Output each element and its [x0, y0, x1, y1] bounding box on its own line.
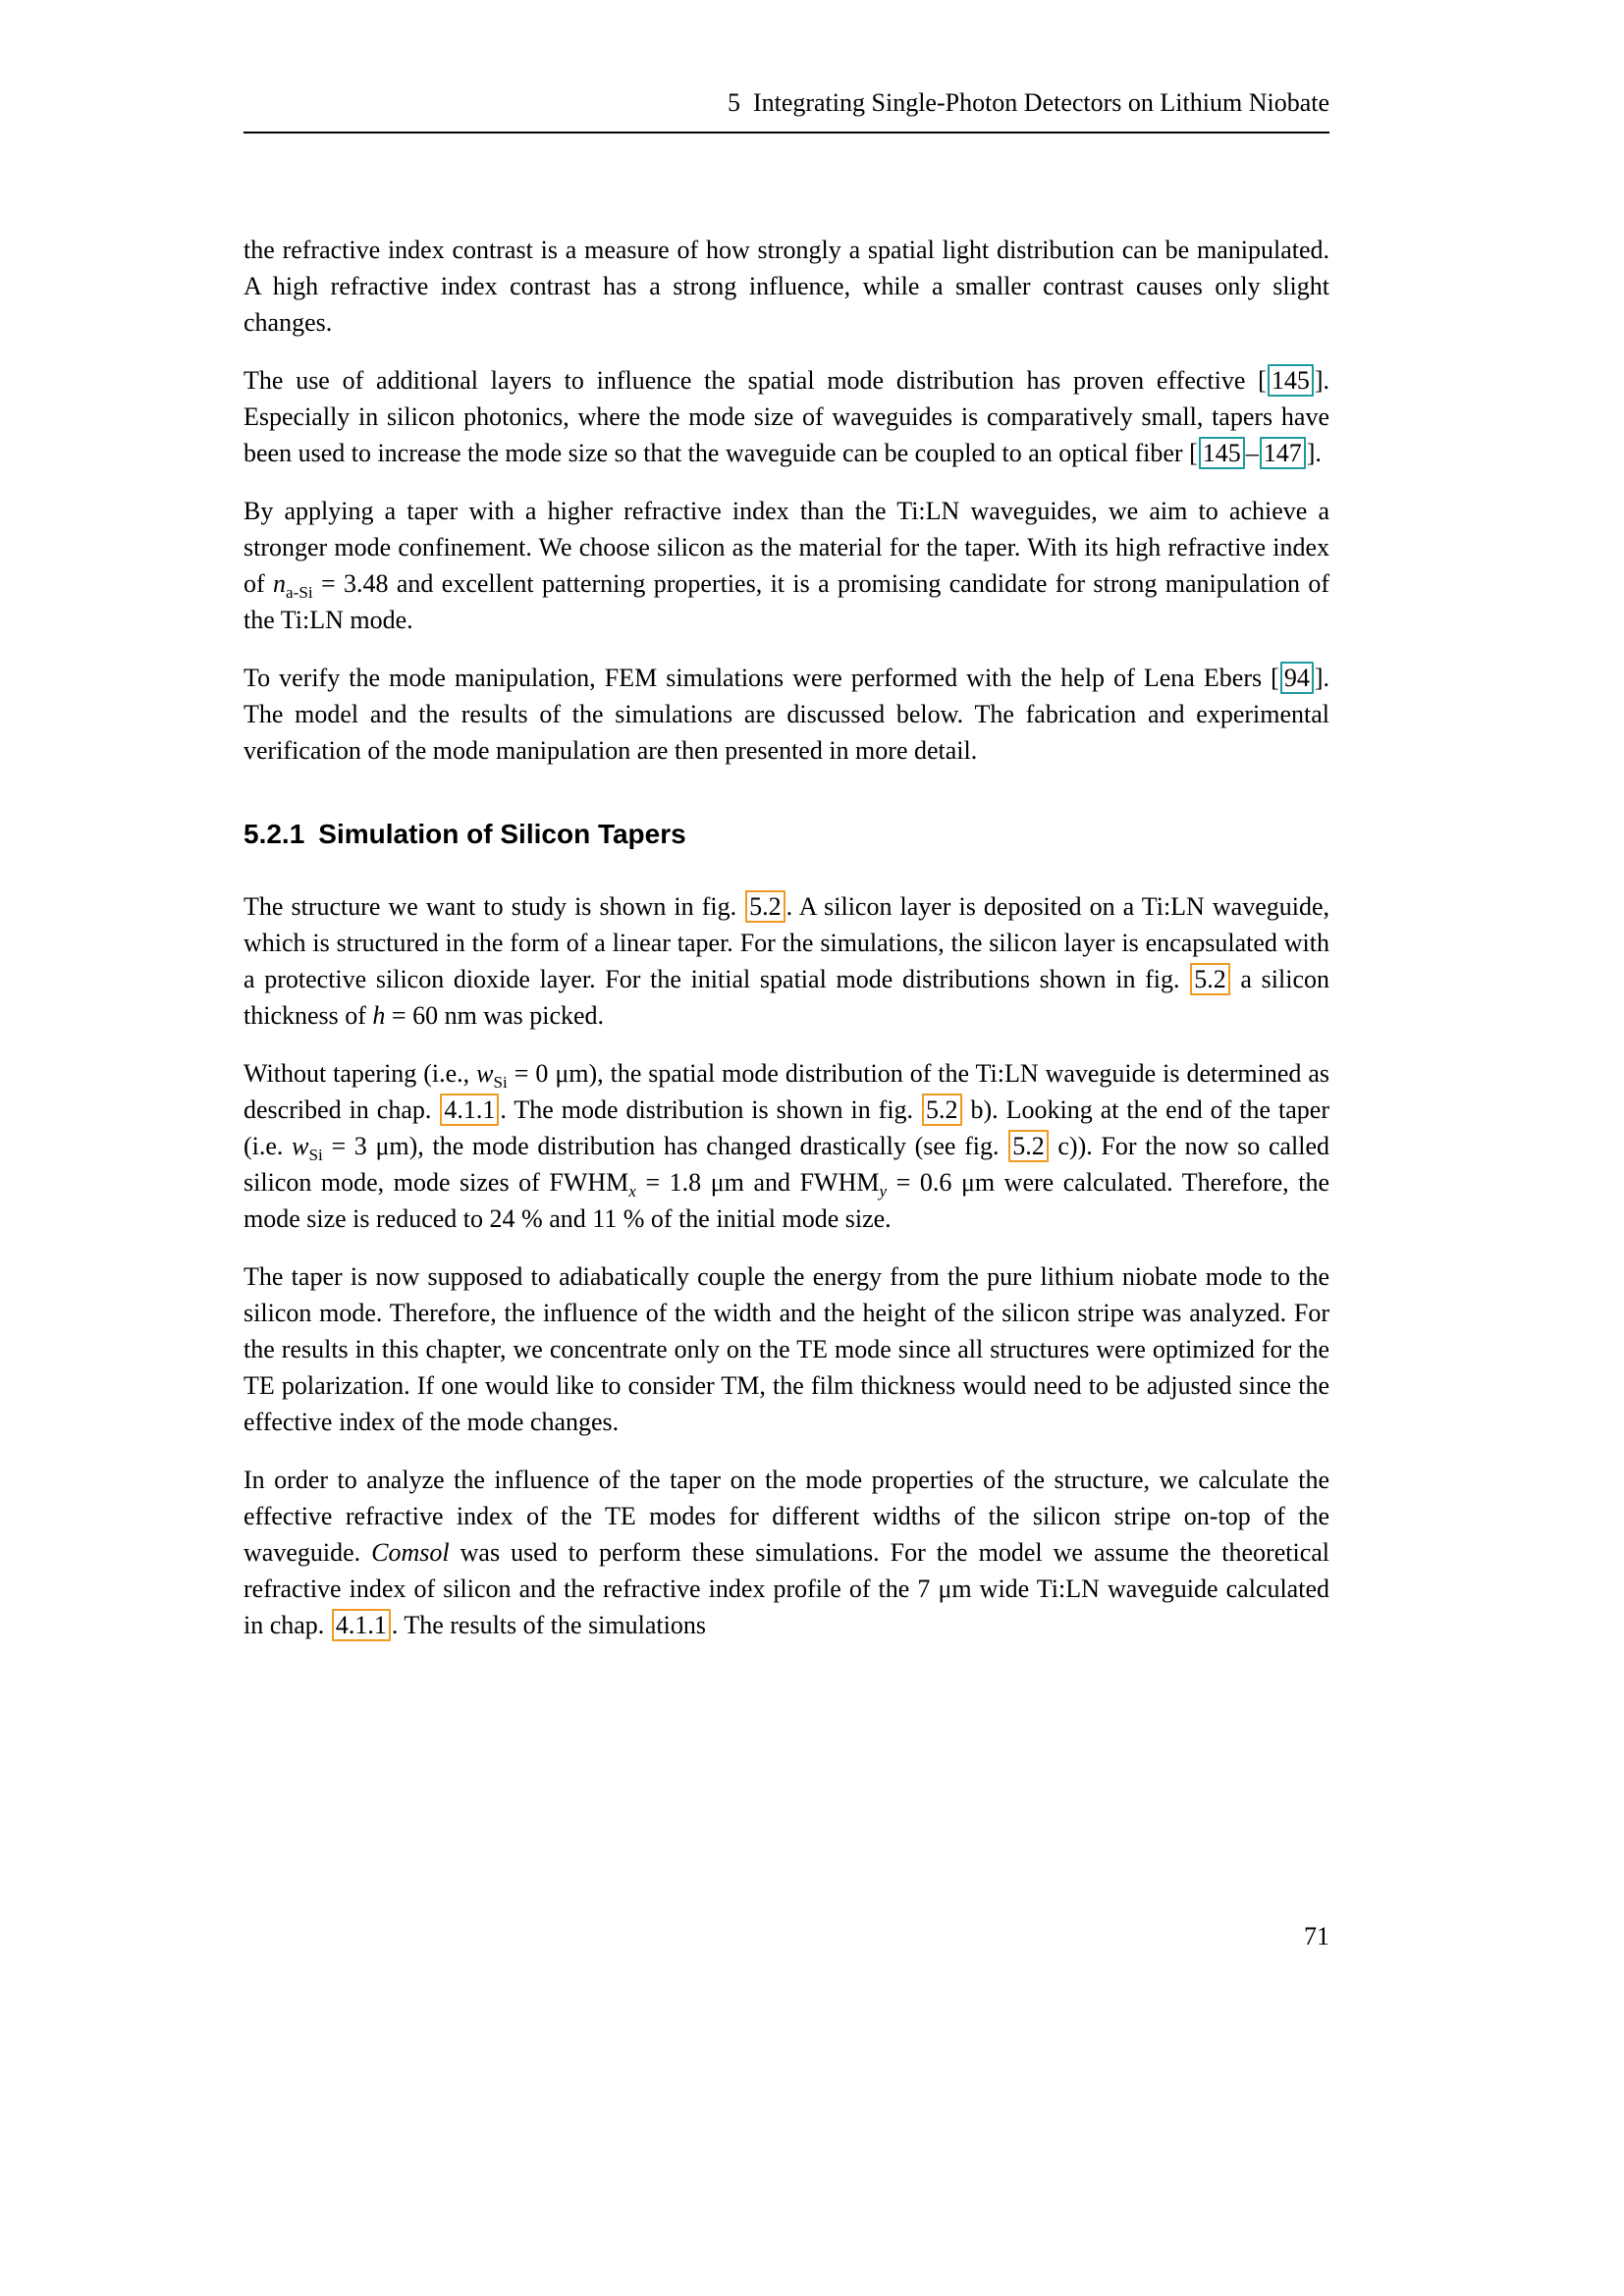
text-run: was used to perform these simulations. For the model we assume the theoretical refractive index of silicon and the refractive index profile of the 7 μm wide Ti:LN waveguide calculated in chap.	[244, 1538, 1330, 1639]
cross-reference-link[interactable]: 5.2	[745, 890, 785, 923]
cross-reference-link[interactable]: 5.2	[1008, 1130, 1049, 1162]
math-variable: h	[372, 1001, 386, 1030]
text-run: Without tapering (i.e.,	[244, 1059, 477, 1088]
text-run: In order to analyze the influence of the taper on the mode properties of the structure, we calculate the effective refractive index of the TE modes for different widths of the silicon stripe on-top of the waveguide.	[244, 1466, 1329, 1567]
text-run: = 0.6 μm were calculated. Therefore, the mode size is reduced to 24 % and 11 % of the initial mode size.	[244, 1168, 1330, 1233]
text-run: = 1.8 μm and FWHM	[635, 1168, 880, 1197]
paragraph	[244, 232, 1329, 341]
section-heading: 5.2.1 Simulation of Silicon Tapers	[244, 819, 686, 849]
text-run: The structure we want to study is shown in fig.	[244, 892, 745, 921]
text-run: = 0 μm), the spatial mode distribution of the Ti:LN waveguide is determined as described in chap.	[244, 1059, 1329, 1124]
text-run: a silicon thickness of	[244, 965, 1329, 1030]
subscript: Si	[308, 1146, 323, 1165]
text-run: ]. Especially in silicon photonics, where the mode size of waveguides is comparatively small, tapers have been used to increase the mode size so that the waveguide can be coupled to an optical fiber [	[244, 366, 1329, 467]
italic-text-run: Comsol	[371, 1538, 450, 1567]
paragraph	[244, 362, 1329, 471]
text-run: To verify the mode manipulation, FEM simulations were performed with the help of Lena Ebers [	[244, 664, 1279, 692]
text-run: –	[1245, 439, 1259, 467]
cross-reference-link[interactable]: 4.1.1	[440, 1094, 499, 1126]
text-run: b). Looking at the end of the taper (i.e.	[244, 1095, 1329, 1160]
text-run: the refractive index contrast is a measure of how strongly a spatial light distribution can be manipulated. A high refractive index contrast has a strong influence, while a smaller contrast causes only slight changes.	[244, 236, 1329, 337]
running-header	[244, 86, 1329, 120]
cross-reference-link[interactable]: 5.2	[922, 1094, 962, 1126]
document-content	[244, 232, 1329, 1665]
paragraph	[244, 660, 1329, 769]
running-header-text: 5 Integrating Single-Photon Detectors on Lithium Niobate	[727, 88, 1329, 117]
text-run: ]. The model and the results of the simulations are discussed below. The fabrication and experimental verification of the mode manipulation are then presented in more detail.	[244, 664, 1329, 765]
cross-reference-link[interactable]: 4.1.1	[332, 1609, 391, 1641]
text-run: = 60 nm was picked.	[385, 1001, 605, 1030]
text-run: . A silicon layer is deposited on a Ti:LN waveguide, which is structured in the form of a linear taper. For the simulations, the silicon layer is encapsulated with a protective silicon dioxide layer. For the initial spatial mode distributions shown in fig.	[244, 892, 1329, 993]
text-run: The use of additional layers to influence the spatial mode distribution has proven effective [	[244, 366, 1267, 395]
text-run: = 3 μm), the mode distribution has changed drastically (see fig.	[322, 1132, 1008, 1160]
citation-link[interactable]: 147	[1260, 437, 1306, 469]
header-rule	[244, 132, 1329, 133]
text-run: ].	[1306, 439, 1322, 467]
page-number: 71	[1304, 1922, 1329, 1950]
paragraph	[244, 1258, 1329, 1440]
math-variable: w	[476, 1059, 494, 1088]
text-run: c)). For the now so called silicon mode, mode sizes of FWHM	[244, 1132, 1330, 1197]
cross-reference-link[interactable]: 5.2	[1190, 963, 1230, 995]
citation-link[interactable]: 145	[1199, 437, 1245, 469]
math-variable: n	[273, 569, 287, 598]
paragraph	[244, 1055, 1329, 1237]
subscript: a-Si	[286, 583, 313, 603]
subscript: Si	[493, 1073, 508, 1093]
math-variable: w	[292, 1132, 309, 1160]
text-run: = 3.48 and excellent patterning properties, it is a promising candidate for strong manipulation of the Ti:LN mode.	[244, 569, 1329, 634]
text-run: The taper is now supposed to adiabatically couple the energy from the pure lithium niobate mode to the silicon mode. Therefore, the influence of the width and the height of the silicon stripe was analyzed. For the results in this chapter, we concentrate only on the TE mode since all structures were optimized for the TE polarization. If one would like to consider TM, the film thickness would need to be adjusted since the effective index of the mode changes.	[244, 1262, 1329, 1436]
text-run: . The results of the simulations	[391, 1611, 706, 1639]
citation-link[interactable]: 145	[1268, 364, 1314, 397]
text-run: By applying a taper with a higher refractive index than the Ti:LN waveguides, we aim to achieve a stronger mode confinement. We choose silicon as the material for the taper. With its high refractive index of	[244, 497, 1329, 598]
citation-link[interactable]: 94	[1280, 662, 1314, 694]
text-run: . The mode distribution is shown in fig.	[500, 1095, 922, 1124]
paragraph	[244, 1462, 1329, 1643]
subscript: y	[879, 1182, 888, 1201]
paragraph	[244, 493, 1329, 638]
subscript: x	[628, 1182, 636, 1201]
paragraph	[244, 888, 1329, 1034]
